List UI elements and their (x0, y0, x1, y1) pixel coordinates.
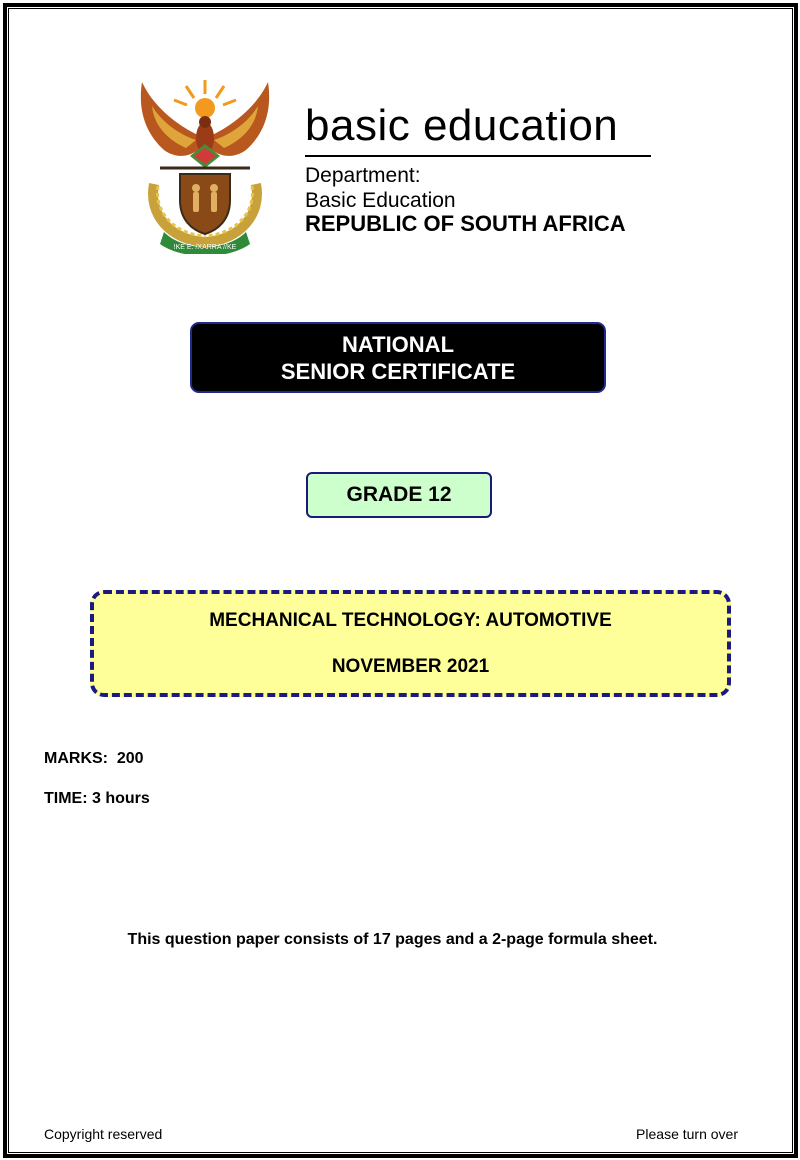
subject-title: MECHANICAL TECHNOLOGY: AUTOMOTIVE (209, 610, 612, 631)
marks-label: MARKS: 200 (44, 750, 144, 767)
sun-icon (174, 80, 236, 118)
exam-date: NOVEMBER 2021 (331, 656, 490, 677)
svg-text:!KE E: /XARRA //KE: !KE E: /XARRA //KE (173, 244, 237, 251)
coat-of-arms-logo (134, 74, 276, 254)
country-name: REPUBLIC OF SOUTH AFRICA (305, 211, 626, 236)
certificate-line-1: NATIONAL (341, 331, 455, 357)
department-name: Basic Education (305, 189, 456, 212)
pages-note: This question paper consists of 17 pages and a 2-page formula sheet. (127, 931, 658, 948)
certificate-line-2: SENIOR CERTIFICATE (280, 358, 516, 384)
footer-turn-over: Please turn over (636, 1126, 738, 1142)
brand-title: basic education (305, 101, 619, 150)
department-label: Department: (305, 164, 421, 187)
subject-panel (90, 590, 731, 697)
certificate-banner (190, 322, 606, 393)
grade-badge: GRADE 12 (306, 472, 492, 518)
footer-copyright: Copyright reserved (44, 1126, 163, 1142)
time-label: TIME: 3 hours (44, 790, 150, 807)
brand-underline (305, 155, 651, 157)
